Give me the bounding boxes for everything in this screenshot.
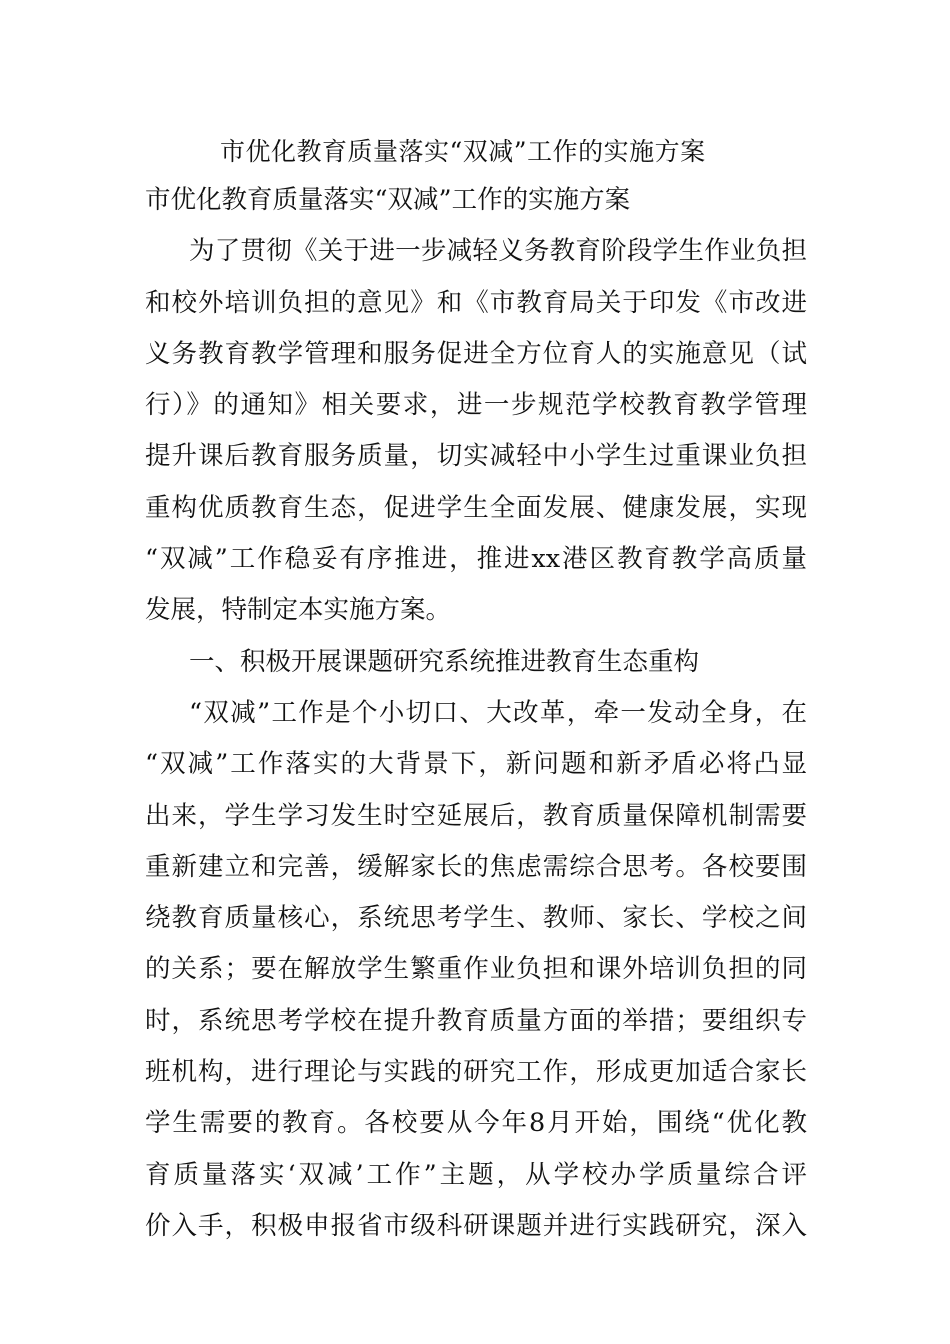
subtitle-line: 市优化教育质量落实“双减”工作的实施方案: [145, 185, 631, 215]
paragraph-line: “双减”工作稳妥有序推进，推进xx港区教育教学高质量: [145, 544, 807, 575]
paragraph-line: 价入手，积极申报省市级科研课题并进行实践研究，深入: [145, 1210, 807, 1241]
paragraph-line: 的关系；要在解放学生繁重作业负担和课外培训负担的同: [145, 954, 807, 985]
paragraph-line: 重新建立和完善，缓解家长的焦虑需综合思考。各校要围: [145, 851, 807, 882]
paragraph-line: 重构优质教育生态，促进学生全面发展、健康发展，实现: [145, 492, 807, 523]
paragraph-line: “双减”工作落实的大背景下，新问题和新矛盾必将凸显: [145, 749, 807, 780]
document-title: 市优化教育质量落实“双减”工作的实施方案: [220, 137, 706, 166]
paragraph-line: 育质量落实‘双减’工作”主题，从学校办学质量综合评: [145, 1159, 807, 1190]
paragraph-line: 义务教育教学管理和服务促进全方位育人的实施意见（试: [145, 338, 807, 369]
paragraph-line: 提升课后教育服务质量，切实减轻中小学生过重课业负担: [145, 441, 807, 472]
paragraph-line: 班机构，进行理论与实践的研究工作，形成更加适合家长: [145, 1057, 807, 1088]
paragraph-line: 时，系统思考学校在提升教育质量方面的举措；要组织专: [145, 1005, 807, 1036]
section-heading: 一、积极开展课题研究系统推进教育生态重构: [189, 646, 700, 677]
paragraph-line: 行）》的通知》相关要求，进一步规范学校教育教学管理: [145, 390, 807, 421]
paragraph-line: 和校外培训负担的意见》和《市教育局关于印发《市改进: [145, 287, 807, 318]
paragraph-line: 为了贯彻《关于进一步减轻义务教育阶段学生作业负担: [189, 236, 807, 267]
paragraph-line: “双减”工作是个小切口、大改革，牵一发动全身，在: [189, 697, 807, 728]
paragraph-line: 出来，学生学习发生时空延展后，教育质量保障机制需要: [145, 800, 807, 831]
paragraph-line: 绕教育质量核心，系统思考学生、教师、家长、学校之间: [145, 903, 807, 934]
document-body: [145, 182, 807, 1259]
paragraph-line: 发展，特制定本实施方案。: [145, 595, 452, 626]
paragraph-line: 学生需要的教育。各校要从今年8月开始，围绕“优化教: [145, 1108, 807, 1139]
